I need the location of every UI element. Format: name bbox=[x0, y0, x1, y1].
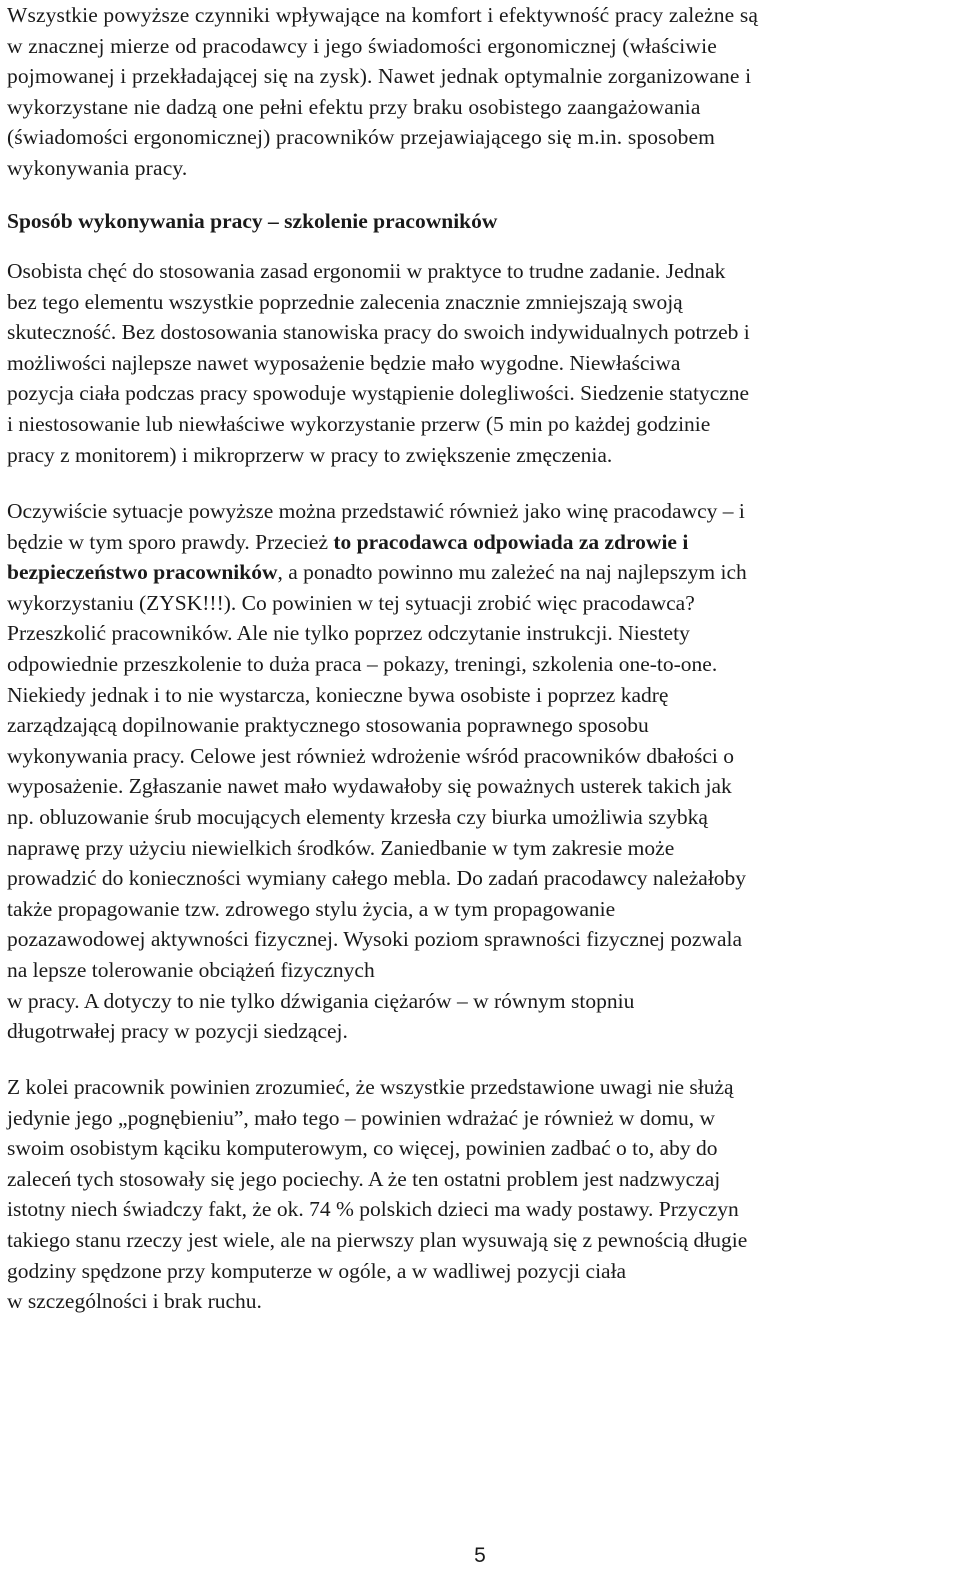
text-line: bez tego elementu wszystkie poprzednie zalecenia znacznie zmniejszają swoją bbox=[7, 289, 683, 314]
text-line: pozycja ciała podczas pracy spowoduje wystąpienie dolegliwości. Siedzenie statyczne bbox=[7, 381, 750, 406]
text-line: wykorzystane nie dadzą one pełni efektu przy braku osobistego zaangażowania bbox=[7, 94, 701, 119]
text-line: Niekiedy jednak i to nie wystarcza, konieczne bywa osobiste i poprzez kadrę bbox=[7, 682, 669, 707]
text-line: wykonywania pracy. Celowe jest również wdrożenie wśród pracowników dbałości o bbox=[7, 743, 735, 768]
text-line: także propagowanie tzw. zdrowego stylu życia, a w tym propagowanie bbox=[7, 896, 616, 921]
bold-emphasis: to pracodawca odpowiada za zdrowie i bbox=[333, 529, 689, 554]
text-line: i niestosowanie lub niewłaściwe wykorzystanie przerw (5 min po każdej godzinie bbox=[7, 411, 711, 436]
text-line: jedynie jego „pognębieniu”, mało tego – powinien wdrażać je również w domu, w bbox=[7, 1105, 716, 1130]
text-line: odpowiednie przeszkolenie to duża praca – pokazy, treningi, szkolenia one-to-one. bbox=[7, 651, 718, 676]
text-segment: , a ponadto powinno mu zależeć na naj najlepszym ich bbox=[277, 560, 747, 585]
text-line: w pracy. A dotyczy to nie tylko dźwigania ciężarów – w równym stopniu bbox=[7, 988, 635, 1013]
paragraph-employee-responsibility bbox=[7, 1072, 747, 1317]
bold-emphasis: bezpieczeństwo pracowników bbox=[7, 560, 278, 585]
section-heading: Sposób wykonywania pracy – szkolenie pracowników bbox=[7, 209, 498, 233]
text-line: zaleceń tych stosowały się jego pociechy. A że ten ostatni problem jest nadzwyczaj bbox=[7, 1166, 721, 1191]
text-segment: będzie w tym sporo prawdy. Przecież bbox=[7, 529, 334, 554]
paragraph-employer-responsibility bbox=[7, 496, 747, 1047]
text-line: w szczególności i brak ruchu. bbox=[7, 1289, 262, 1314]
page-number: 5 bbox=[474, 1544, 486, 1567]
paragraph-intro bbox=[7, 0, 952, 184]
text-line: Z kolei pracownik powinien zrozumieć, że wszystkie przedstawione uwagi nie służą bbox=[7, 1075, 734, 1099]
text-line: możliwości najlepsze nawet wyposażenie będzie mało wygodne. Niewłaściwa bbox=[7, 350, 681, 375]
text-line: prowadzić do konieczności wymiany całego mebla. Do zadań pracodawcy należałoby bbox=[7, 866, 747, 891]
text-line: wyposażenie. Zgłaszanie nawet mało wydawałoby się poważnych usterek takich jak bbox=[7, 774, 732, 799]
text-line: pojmowanej i przekładającej się na zysk). Nawet jednak optymalnie zorganizowane i bbox=[7, 64, 752, 89]
text-line: wykonywania pracy. bbox=[7, 155, 188, 180]
text-line: skuteczność. Bez dostosowania stanowiska pracy do swoich indywidualnych potrzeb i bbox=[7, 320, 750, 345]
text-line: pracy z monitorem) i mikroprzerw w pracy to zwiększenie zmęczenia. bbox=[7, 442, 613, 467]
text-line: na lepsze tolerowanie obciążeń fizycznych bbox=[7, 957, 375, 982]
text-line: Wszystkie powyższe czynniki wpływające na komfort i efektywność pracy zależne są bbox=[7, 3, 759, 27]
text-line: np. obluzowanie śrub mocujących elementy krzesła czy biurka umożliwia szybką bbox=[7, 804, 708, 829]
text-line: swoim osobistym kąciku komputerowym, co więcej, powinien zadbać o to, aby do bbox=[7, 1136, 718, 1161]
text-line: godziny spędzone przy komputerze w ogóle, a w wadliwej pozycji ciała bbox=[7, 1258, 627, 1283]
text-line: istotny niech świadczy fakt, że ok. 74 % polskich dzieci ma wady postawy. Przyczyn bbox=[7, 1197, 739, 1222]
text-line: w znacznej mierze od pracodawcy i jego świadomości ergonomicznej (właściwie bbox=[7, 33, 717, 58]
text-line: naprawę przy użyciu niewielkich środków. Zaniedbanie w tym zakresie może bbox=[7, 835, 675, 860]
text-line: zarządzającą dopilnowanie praktycznego stosowania poprawnego sposobu bbox=[7, 713, 649, 738]
text-line: długotrwałej pracy w pozycji siedzącej. bbox=[7, 1019, 348, 1044]
text-line bbox=[7, 527, 688, 558]
text-line: wykorzystaniu (ZYSK!!!). Co powinien w tej sytuacji zrobić więc pracodawca? bbox=[7, 590, 695, 615]
text-line: Osobista chęć do stosowania zasad ergonomii w praktyce to trudne zadanie. Jednak bbox=[7, 259, 726, 283]
paragraph-personal-motivation bbox=[7, 256, 750, 470]
text-line: Przeszkolić pracowników. Ale nie tylko poprzez odczytanie instrukcji. Niestety bbox=[7, 621, 690, 646]
text-line: pozazawodowej aktywności fizycznej. Wysoki poziom sprawności fizycznej pozwala bbox=[7, 927, 743, 952]
text-line: takiego stanu rzeczy jest wiele, ale na pierwszy plan wysuwają się z pewnością długie bbox=[7, 1227, 748, 1252]
text-line bbox=[7, 557, 747, 588]
text-line: (świadomości ergonomicznej) pracowników przejawiającego się m.in. sposobem bbox=[7, 125, 716, 150]
text-line: Oczywiście sytuacje powyższe można przedstawić również jako winę pracodawcy – i bbox=[7, 499, 745, 523]
